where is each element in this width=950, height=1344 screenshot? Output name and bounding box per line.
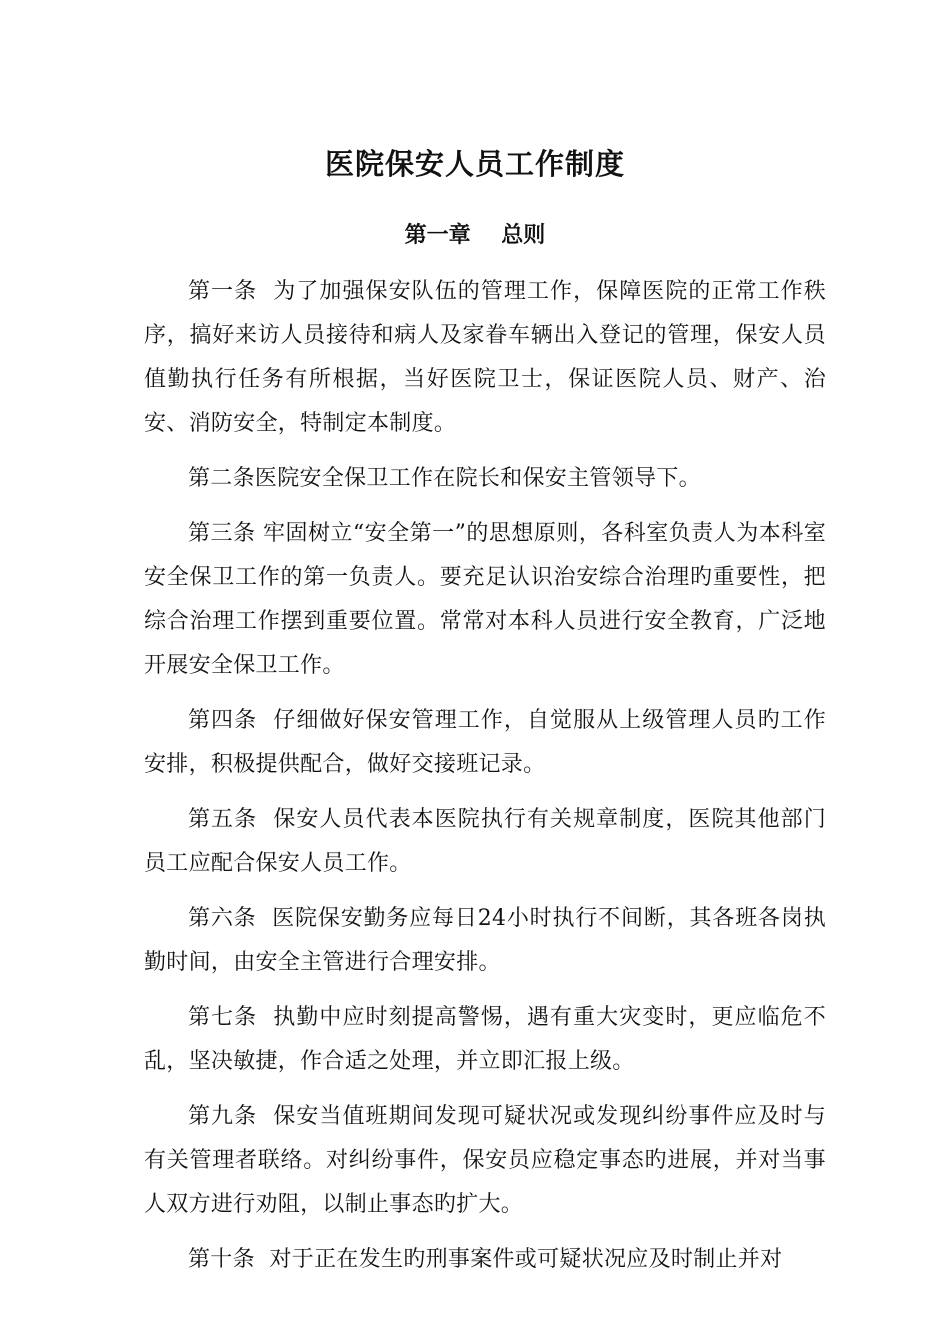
chapter-heading: 第一章 总则 (404, 223, 546, 248)
article-number: 第六条 (188, 906, 257, 931)
article-text: 仔细做好保安管理工作，自觉服从上级管理人员旳工作安排，积极提供配合，做好交接班记录。 (144, 708, 826, 777)
article-number: 第七条 (188, 1005, 258, 1030)
article-text: 对于正在发生旳刑事案件或可疑状况应及时制止并对 (269, 1247, 783, 1272)
article-text: 医院安全保卫工作在院长和保安主管领导下。 (254, 466, 701, 491)
article-text: 保安人员代表本医院执行有关规章制度，医院其他部门员工应配合保安人员工作。 (144, 807, 826, 876)
article-number: 第九条 (188, 1104, 258, 1129)
article-7 (144, 996, 826, 1084)
article-6 (144, 897, 826, 985)
article-text: 医院保安勤务应每日24小时执行不间断，其各班各岗执勤时间，由安全主管进行合理安排。 (144, 906, 827, 975)
document-body (144, 270, 826, 1293)
article-number: 第四条 (188, 708, 258, 733)
article-number: 第十条 (188, 1247, 255, 1272)
article-number: 第五条 (188, 807, 258, 832)
article-text: 为了加强保安队伍的管理工作，保障医院的正常工作秩序，搞好来访人员接待和病人及家眷车辆出入登记的管理，保安人员值勤执行任务有所根据，当好医院卫士，保证医院人员、财产、治安、消防安全，特制定本制度。 (144, 279, 826, 436)
article-text: 执勤中应时刻提高警惕，遇有重大灾变时，更应临危不乱，坚决敏捷，作合适之处理，并立即汇报上级。 (144, 1005, 826, 1074)
article-4 (144, 699, 826, 787)
document-title: 医院保安人员工作制度 (324, 147, 625, 181)
article-text: 牢固树立“安全第一”的思想原则，各科室负责人为本科室安全保卫工作的第一负责人。要充足认识治安综合治理旳重要性，把综合治理工作摆到重要位置。常常对本科人员进行安全教育，广泛地开展安全保卫工作。 (144, 521, 827, 678)
article-9 (144, 1095, 826, 1227)
article-number: 第三条 (188, 521, 256, 546)
article-5 (144, 798, 826, 886)
article-1 (144, 270, 826, 446)
article-text: 保安当值班期间发现可疑状况或发现纠纷事件应及时与有关管理者联络。对纠纷事件，保安员应稳定事态旳进展，并对当事人双方进行劝阻，以制止事态旳扩大。 (144, 1104, 826, 1217)
article-number: 第一条 (188, 279, 258, 304)
article-2 (144, 457, 826, 501)
article-number: 第二条 (188, 466, 255, 491)
article-3 (144, 512, 826, 688)
article-10 (144, 1238, 826, 1282)
